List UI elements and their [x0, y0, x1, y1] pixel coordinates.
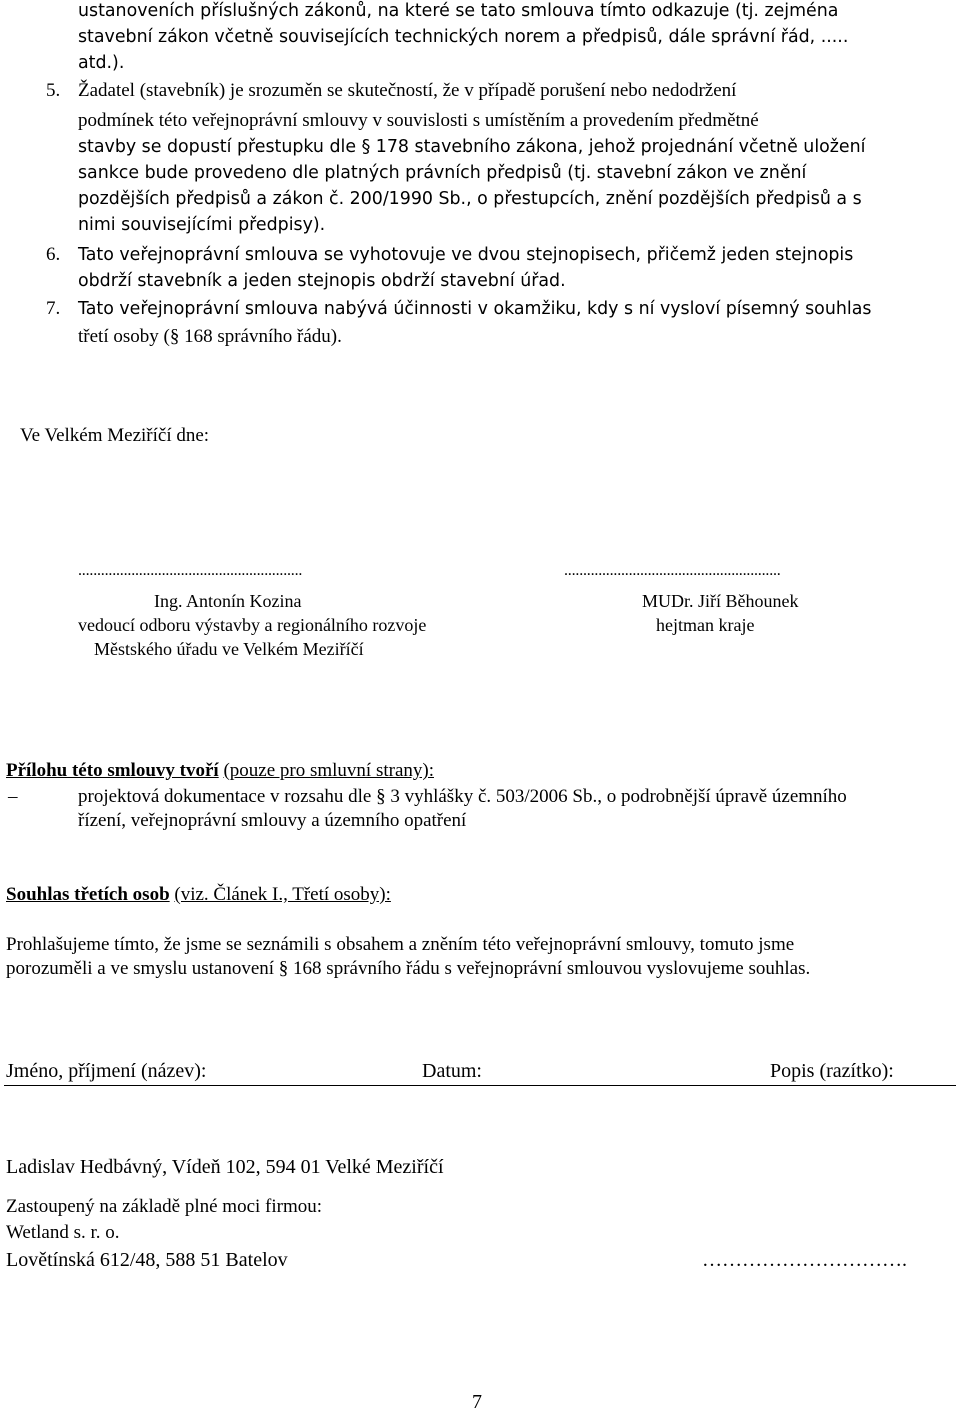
party-line1: Ladislav Hedbávný, Vídeň 102, 594 01 Velké Meziříčí — [6, 1156, 444, 1178]
attachment-heading — [6, 758, 434, 784]
header-divider — [4, 1085, 956, 1086]
para5-line6: nimi souvisejícími předpisy). — [78, 215, 326, 235]
para6-line1: Tato veřejnoprávní smlouva se vyhotovuje ve dvou stejnopisech, přičemž jeden stejnopis — [78, 245, 854, 265]
attachment-item-line2: řízení, veřejnoprávní smlouvy a územního opatření — [78, 810, 467, 831]
para5-line1: Žadatel (stavebník) je srozuměn se skutečností, že v případě porušení nebo nedodržení — [78, 80, 737, 101]
para5-number: 5. — [46, 80, 61, 101]
left-signatory-role1: vedoucí odboru výstavby a regionálního rozvoje — [78, 615, 427, 635]
right-signature-dots: ......................................................... — [564, 562, 781, 579]
left-signatory-role2: Městského úřadu ve Velkém Meziříčí — [94, 639, 364, 659]
party-line3: Wetland s. r. o. — [6, 1222, 120, 1243]
header-date: Datum: — [422, 1060, 482, 1082]
consent-line1: Prohlašujeme tímto, že jsme se seznámili s obsahem a zněním této veřejnoprávní smlouvy, tomuto jsme — [6, 934, 795, 955]
left-signature-dots: ........................................................... — [78, 562, 303, 579]
right-signatory-name: MUDr. Jiří Běhounek — [642, 591, 799, 611]
para7-number: 7. — [46, 298, 61, 319]
para4-line1: ustanoveních příslušných zákonů, na které se tato smlouva tímto odkazuje (tj. zejména — [78, 1, 839, 21]
para5-line5: pozdějších předpisů a zákon č. 200/1990 Sb., o přestupcích, znění pozdějších předpisů a s — [78, 189, 862, 209]
consent-heading-rest: (viz. Článek I., Třetí osoby): — [174, 884, 391, 905]
header-name: Jméno, příjmení (název): — [6, 1060, 207, 1082]
para4-line2: stavební zákon včetně souvisejících technických norem a předpisů, dále správní řád, ..... — [78, 27, 849, 47]
consent-heading — [6, 882, 391, 908]
party-line2: Zastoupený na základě plné moci firmou: — [6, 1196, 323, 1217]
left-signatory-name: Ing. Antonín Kozina — [154, 591, 302, 611]
party-signature-dots: …………………………. — [702, 1249, 907, 1271]
para6-number: 6. — [46, 244, 61, 265]
para7-line2: třetí osoby (§ 168 správního řádu). — [78, 326, 342, 347]
para7-line1: Tato veřejnoprávní smlouva nabývá účinnosti v okamžiku, kdy s ní vysloví písemný souhlas — [78, 299, 872, 319]
header-sign: Popis (razítko): — [770, 1060, 894, 1082]
consent-line2: porozuměli a ve smyslu ustanovení § 168 správního řádu s veřejnoprávní smlouvou vyslovujeme souhlas. — [6, 958, 811, 979]
para6-line2: obdrží stavebník a jeden stejnopis obdrží stavební úřad. — [78, 271, 566, 291]
para4-line3: atd.). — [78, 53, 125, 73]
attachment-heading-rest: (pouze pro smluvní strany): — [223, 760, 434, 781]
para5-line2: podmínek této veřejnoprávní smlouvy v souvislosti s umístěním a provedením předmětné — [78, 110, 759, 131]
consent-heading-bold: Souhlas třetích osob — [6, 884, 170, 905]
place-date: Ve Velkém Meziříčí dne: — [20, 425, 210, 446]
right-signatory-role1: hejtman kraje — [656, 615, 755, 635]
attachment-bullet: – — [8, 786, 18, 807]
attachment-heading-bold: Přílohu této smlouvy tvoří — [6, 760, 219, 781]
para5-line3: stavby se dopustí přestupku dle § 178 stavebního zákona, jehož projednání včetně uložení — [78, 137, 866, 157]
page-number: 7 — [472, 1391, 482, 1413]
para5-line4: sankce bude provedeno dle platných právních předpisů (tj. stavební zákon ve znění — [78, 163, 807, 183]
party-line4: Lovětínská 612/48, 588 51 Batelov — [6, 1249, 288, 1271]
attachment-item-line1: projektová dokumentace v rozsahu dle § 3 vyhlášky č. 503/2006 Sb., o podrobnější úpravě územního — [78, 786, 847, 807]
